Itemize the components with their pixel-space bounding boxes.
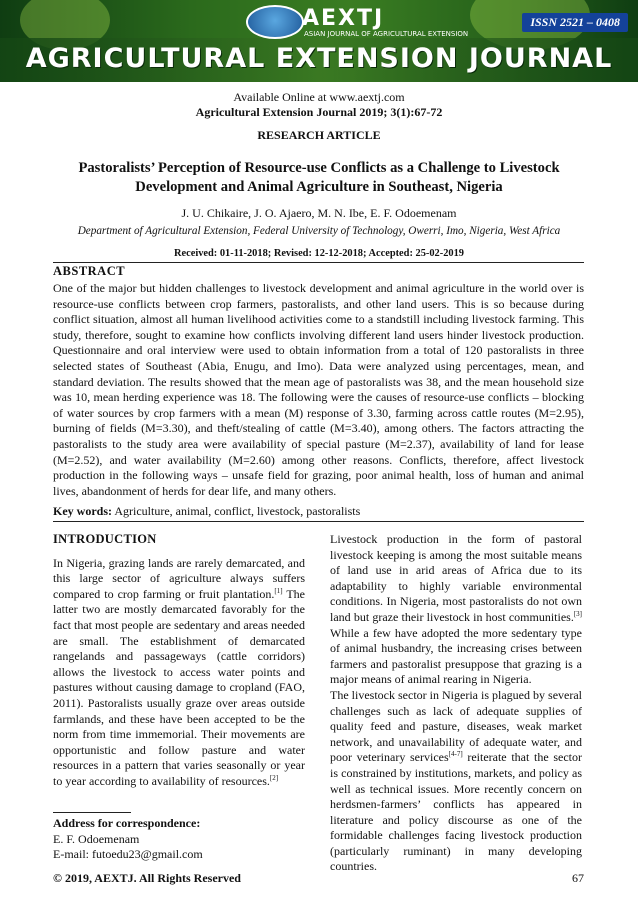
citation-ref[interactable]: [4-7] (448, 750, 463, 759)
introduction-heading: INTRODUCTION (53, 532, 157, 546)
intro-text: reiterate that the sector is constrained by institutions, markets, and policy as well as technical issues. More recently concern on herdsmen-farmers’ conflicts has appeared in literature and policy discourse as one of the formidable challenges facing livestock production (particularly ruminant) in many developing countries. (330, 750, 582, 874)
logo-subtitle: ASIAN JOURNAL OF AGRICULTURAL EXTENSION (304, 30, 469, 38)
left-column (53, 532, 305, 790)
intro-paragraph (53, 556, 305, 790)
footnote-rule (53, 812, 131, 813)
journal-banner (0, 0, 638, 82)
page-number: 67 (572, 871, 584, 885)
authors: J. U. Chikaire, J. O. Ajaero, M. N. Ibe, E. F. Odoemenam (181, 206, 457, 220)
issn-badge: ISSN 2521 – 0408 (522, 13, 628, 32)
available-online: Available Online at www.aextj.com (233, 90, 405, 104)
abstract-heading: ABSTRACT (53, 264, 126, 278)
divider (53, 521, 584, 522)
intro-text: In Nigeria, grazing lands are rarely demarcated, and this large sector of agriculture always suffers compared to crop farming or fruit plantation. (53, 555, 305, 601)
citation-ref[interactable]: [1] (274, 586, 283, 595)
intro-paragraph (330, 688, 582, 875)
copyright: © 2019, AEXTJ. All Rights Reserved (53, 871, 241, 885)
affiliation: Department of Agricultural Extension, Federal University of Technology, Owerri, Imo, Nigeria, West Africa (77, 225, 561, 237)
article-dates: Received: 01-11-2018; Revised: 12-12-2018; Accepted: 25-02-2019 (173, 248, 464, 259)
journal-title: AGRICULTURAL EXTENSION JOURNAL (25, 43, 613, 74)
citation-ref[interactable]: [2] (269, 773, 279, 782)
divider (53, 262, 584, 263)
correspondence-name: E. F. Odoemenam (53, 831, 140, 846)
logo-text: AEXTJ (302, 6, 385, 31)
intro-text: The livestock sector in Nigeria is plagued by several challenges such as lack of adequate supplies of quality feed and pasture, diseases, weak market network, and unavailability of adequate water, and poor veterinary services (330, 687, 582, 765)
article-type: RESEARCH ARTICLE (257, 128, 381, 142)
intro-text: The latter two are mostly demarcated favorably for the fact that most people are sedentary and areas needed are small. The establishment of demarcated rangelands and passageways (cattle corridors) allows the livestock to access water points and pastures without causing damage to cropland (FAO, 2011). Pastoralists usually graze over areas outside farmlands, and these have been accepted to be the norm from time immemorial. Their movements are opportunistic and follow pasture and water resources in a pattern that varies seasonally or year to year according to availability of resources. (53, 586, 305, 788)
intro-text: Livestock production in the form of pastoral livestock keeping is among the most suitable means of land use in arid areas of Africa due to its adaptability to highly variable environmental conditions. In Nigeria, most pastoralists do not own land but graze their livestock in host communities. (330, 532, 582, 624)
article-title (40, 159, 598, 197)
title-line: Pastoralists’ Perception of Resource-use Conflicts as a Challenge to Livestock (78, 160, 560, 176)
title-line: Development and Animal Agriculture in Southeast, Nigeria (135, 179, 503, 195)
abstract-text: One of the major but hidden challenges to livestock development and animal agriculture in the world over is resource-use conflicts between crop farmers, pastoralists, and other land users. This is so because during conflict situation, almost all human livelihood activities come to a standstill including livestock farming. This study, therefore, sought to examine how conflicts involving different land users hinder livestock production. Questionnaire and oral interview were used to obtain information from a total of 120 pastoralists in three selected states of Southeast (Abia, Enugu, and Imo). Data were analyzed using percentages, mean, and standard deviation. The results showed that the mean age of pastoralists was 38, and the mean household size was 10, mean herding experience was 18. The following were the causes of resource-use conflicts – blocking of water sources by crop farmers with a mean (M) response of 3.30, farming across cattle routes (M=2.95), burning of fields (M=3.30), and theft/stealing of cattle (M=3.40), among others. The factors attracting the pastoralists to the study area were availability of special pasture (M=2.37), availability of land for lease (M=2.52), and water availability (M=2.60) among other reasons. Conflicts, therefore, affect livestock production in the following ways – unsafe field for grazing, poor animal health, loss of human and animal lives, abandonment of herds for dear life, and many others. (53, 281, 584, 498)
globe-logo-icon (246, 5, 304, 39)
intro-text: While a few have adopted the more sedentary type of animal husbandry, the increasing crises between farmers and pastoralist presuppose that grazing is a major means of animal rearing in Nigeria. (330, 625, 582, 687)
keywords-list: Agriculture, animal, conflict, livestock, pastoralists (114, 504, 361, 518)
journal-citation: Agricultural Extension Journal 2019; 3(1):67-72 (195, 105, 443, 119)
right-column (330, 532, 582, 875)
keywords (53, 504, 584, 519)
keywords-label: Key words: (53, 504, 112, 518)
citation-ref[interactable]: [3] (573, 609, 582, 618)
intro-paragraph (330, 532, 582, 688)
correspondence-heading: Address for correspondence: (53, 816, 201, 830)
correspondence (53, 816, 203, 863)
correspondence-email[interactable]: E-mail: futoedu23@gmail.com (53, 847, 203, 862)
